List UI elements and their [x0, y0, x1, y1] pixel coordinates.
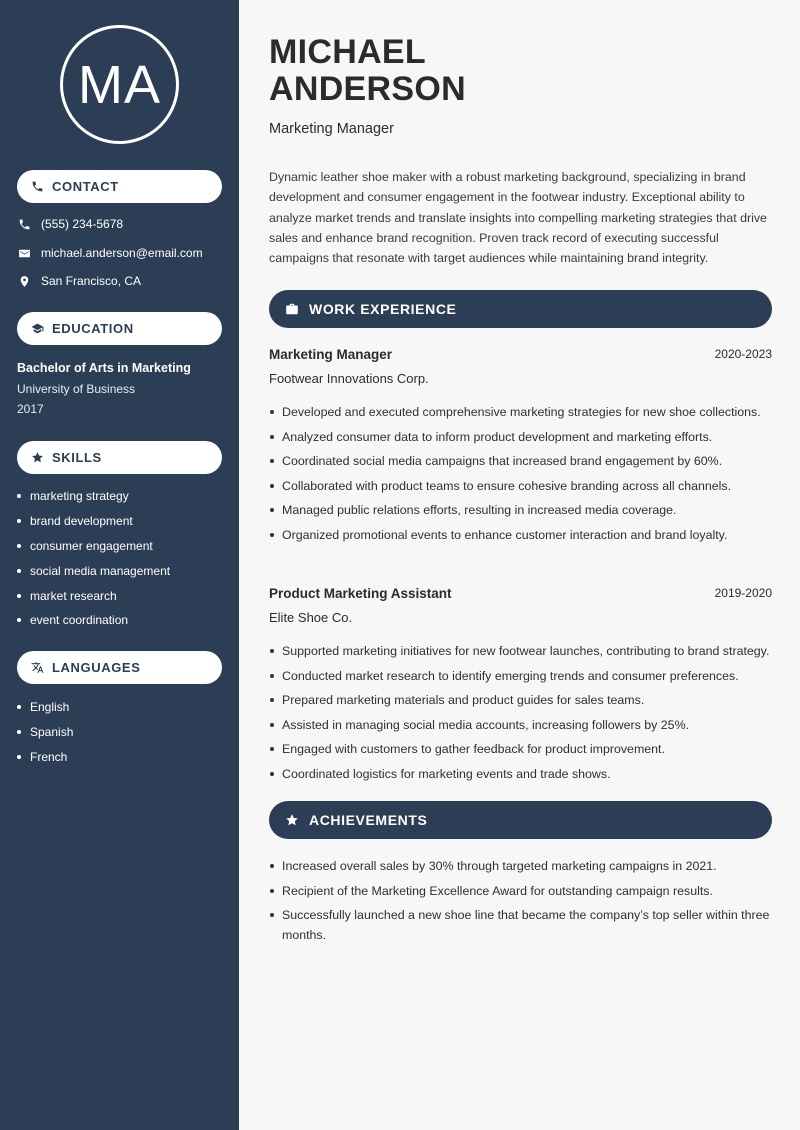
candidate-role: Marketing Manager — [269, 121, 394, 137]
achievements-list — [269, 856, 772, 950]
education-degree: Bachelor of Arts in Marketing — [17, 361, 191, 375]
name-last: ANDERSON — [269, 70, 466, 108]
skill-item: social media management — [17, 558, 170, 583]
language-item: English — [17, 695, 73, 720]
sidebar — [0, 0, 239, 1130]
education-heading-label: EDUCATION — [52, 321, 134, 336]
star-icon — [285, 813, 299, 827]
achievements-heading — [269, 801, 772, 839]
list-item: Prepared marketing materials and product guides for sales teams. — [269, 690, 772, 710]
graduation-cap-icon — [31, 322, 44, 335]
job-title: Marketing Manager — [269, 347, 393, 362]
education-year: 2017 — [17, 402, 44, 416]
languages-heading-label: LANGUAGES — [52, 660, 141, 675]
skills-heading-label: SKILLS — [52, 450, 102, 465]
language-item: Spanish — [17, 720, 73, 745]
skill-item: event coordination — [17, 608, 170, 633]
list-item: Organized promotional events to enhance customer interaction and brand loyalty. — [269, 525, 772, 545]
skill-item: brand development — [17, 509, 170, 534]
skill-item: marketing strategy — [17, 484, 170, 509]
skill-item: market research — [17, 583, 170, 608]
list-item: Assisted in managing social media accounts, increasing followers by 25%. — [269, 715, 772, 735]
job-dates: 2019-2020 — [714, 586, 772, 600]
contact-phone-text: (555) 234-5678 — [41, 217, 124, 231]
list-item: Coordinated logistics for marketing events and trade shows. — [269, 764, 772, 784]
list-item: Coordinated social media campaigns that increased brand engagement by 60%. — [269, 451, 772, 471]
job-dates: 2020-2023 — [714, 347, 772, 361]
contact-email[interactable] — [17, 246, 203, 260]
contact-phone[interactable] — [17, 217, 123, 231]
translate-icon — [31, 661, 44, 674]
education-heading — [17, 312, 222, 345]
job-bullets — [269, 641, 772, 789]
list-item: Successfully launched a new shoe line that became the company’s top seller within three months. — [269, 905, 772, 945]
list-item: Analyzed consumer data to inform product development and marketing efforts. — [269, 427, 772, 447]
contact-email-text: michael.anderson@email.com — [41, 246, 203, 260]
contact-location-text: San Francisco, CA — [41, 274, 142, 288]
list-item: Managed public relations efforts, resulting in increased media coverage. — [269, 500, 772, 520]
contact-location — [17, 274, 141, 288]
education-school: University of Business — [17, 382, 136, 396]
achievements-heading-label: ACHIEVEMENTS — [309, 812, 428, 828]
skill-item: consumer engagement — [17, 534, 170, 559]
mail-icon — [17, 246, 31, 260]
list-item: Supported marketing initiatives for new footwear launches, contributing to brand strategy. — [269, 641, 772, 661]
languages-heading — [17, 651, 222, 684]
education-entry — [17, 360, 232, 419]
list-item: Recipient of the Marketing Excellence Award for outstanding campaign results. — [269, 881, 772, 901]
monogram-initials: MA — [78, 54, 161, 115]
list-item: Collaborated with product teams to ensure cohesive branding across all channels. — [269, 476, 772, 496]
list-item: Developed and executed comprehensive marketing strategies for new shoe collections. — [269, 402, 772, 422]
name-first: MICHAEL — [269, 33, 426, 71]
phone-icon — [31, 180, 44, 193]
list-item: Conducted market research to identify emerging trends and consumer preferences. — [269, 666, 772, 686]
languages-list — [17, 695, 73, 769]
job-bullets — [269, 402, 772, 550]
contact-heading-label: CONTACT — [52, 179, 119, 194]
phone-icon — [17, 217, 31, 231]
job-company: Elite Shoe Co. — [269, 610, 353, 625]
work-experience-heading — [269, 290, 772, 328]
list-item: Increased overall sales by 30% through targeted marketing campaigns in 2021. — [269, 856, 772, 876]
profile-summary: Dynamic leather shoe maker with a robust marketing background, specializing in brand development and consumer engagement in the footwear industry. Exceptional ability to analyze market trends and translate insights into compelling marketing strategies that drive sales and enhance brand recognition. Proven track record of executing successful campaigns that resonate with target audiences while maintaining brand integrity. — [269, 170, 767, 266]
language-item: French — [17, 745, 73, 770]
list-item: Engaged with customers to gather feedback for product improvement. — [269, 739, 772, 759]
star-icon — [31, 451, 44, 464]
skills-heading — [17, 441, 222, 474]
candidate-name — [269, 34, 769, 108]
job-title: Product Marketing Assistant — [269, 586, 452, 601]
skills-list — [17, 484, 170, 633]
job-company: Footwear Innovations Corp. — [269, 371, 429, 386]
work-experience-heading-label: WORK EXPERIENCE — [309, 301, 457, 317]
contact-heading — [17, 170, 222, 203]
monogram-avatar — [60, 25, 179, 144]
briefcase-icon — [285, 302, 299, 316]
map-pin-icon — [17, 274, 31, 288]
